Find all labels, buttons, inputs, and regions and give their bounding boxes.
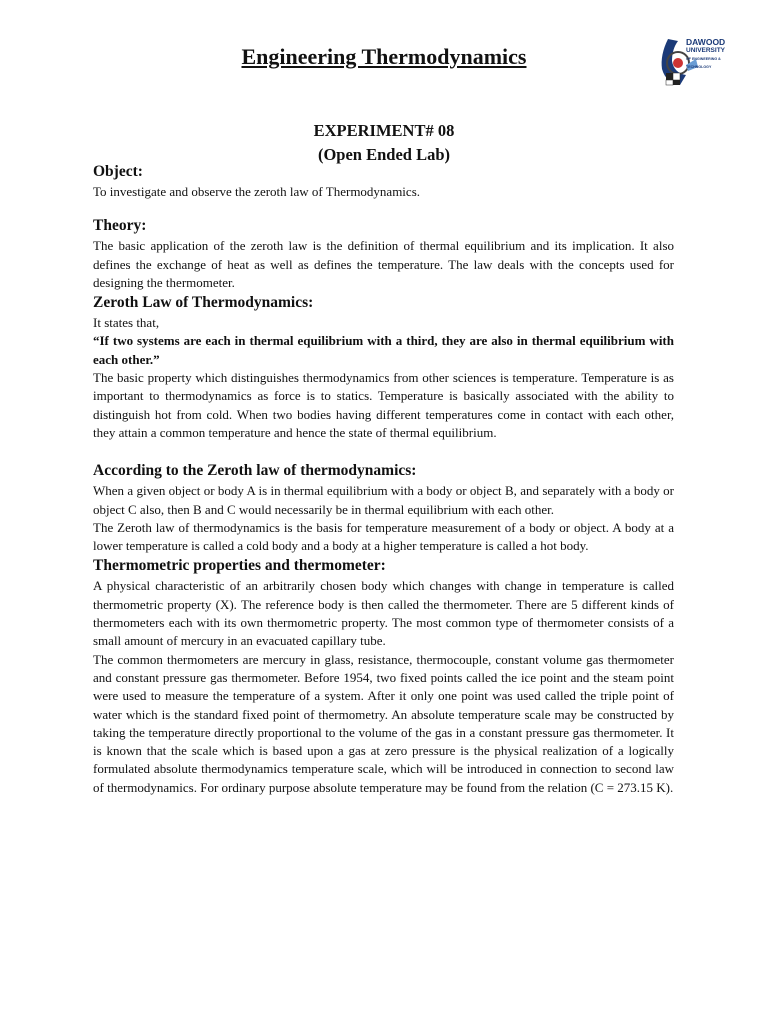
- theory-text: The basic application of the zeroth law is the definition of thermal equilibrium and its implication. It also defines the exchange of heat as well as defines the temperature. The law deals with the concepts used for designing the thermometer.: [93, 238, 674, 290]
- experiment-title: [0, 119, 768, 167]
- logo-wordmark: [686, 38, 732, 71]
- document-body: [93, 161, 674, 797]
- zeroth-law-text: The basic property which distinguishes thermodynamics from other sciences is temperature. Temperature is as important to thermodynamics as force is to statics. Temperature is basically associated with the ability to distinguish hot from cold. When two bodies having different temperatures come in contact with each other, they attain a common temperature and hence the state of thermal equilibrium.: [93, 370, 674, 440]
- experiment-number: EXPERIMENT# 08: [313, 121, 455, 140]
- according-heading: According to the Zeroth law of thermodynamics:: [93, 462, 417, 480]
- thermometric-heading: Thermometric properties and thermometer:: [93, 557, 386, 575]
- logo-line3: OF ENGINEERING & TECHNOLOGY: [686, 57, 721, 69]
- logo-line1: DAWOOD: [686, 37, 726, 47]
- object-heading: Object:: [93, 163, 143, 180]
- experiment-type: (Open Ended Lab): [317, 145, 451, 164]
- according-text-1: When a given object or body A is in thermal equilibrium with a body or object B, and separately with a body or object C also, then B and C would necessarily be in thermal equilibrium with each other.: [93, 483, 674, 517]
- course-title: Engineering Thermodynamics: [241, 44, 527, 69]
- zeroth-law-intro: It states that,: [93, 315, 160, 331]
- zeroth-law-heading: Zeroth Law of Thermodynamics:: [93, 294, 314, 312]
- object-text: To investigate and observe the zeroth law of Thermodynamics.: [93, 184, 420, 199]
- thermometric-text-2: The common thermometers are mercury in glass, resistance, thermocouple, constant volume gas thermometer and constant pressure gas thermometer. Before 1954, two fixed points called the ice point and the steam point were used to measure the temperature of a system. After it only one point was used called the triple point of water which is the standard fixed point of thermometry. An absolute temperature scale may be constructed by taking the temperature directly proportional to the volume of the gas in a constant pressure gas thermometer. It is known that the scale which is based upon a gas at zero pressure is the physical realization of a logically formulated absolute thermodynamics temperature scale, which will be introduced in connection to second law of thermodynamics. For ordinary purpose absolute temperature may be found from the relation (C = 273.15 K).: [93, 651, 674, 795]
- logo-line2: UNIVERSITY: [686, 47, 726, 54]
- according-text-2: The Zeroth law of thermodynamics is the basis for temperature measurement of a body or object. A body at a lower temperature is called a cold body and a body at a higher temperature is called a hot body.: [93, 519, 674, 554]
- zeroth-law-statement: “If two systems are each in thermal equilibrium with a third, they are also in thermal equilibrium with each other.”: [93, 333, 674, 367]
- university-logo: [656, 35, 732, 87]
- thermometric-text-1: A physical characteristic of an arbitrarily chosen body which changes with change in temperature is called thermometric property (X). The reference body is then called the thermometer. There are 5 different kinds of thermometers each with its own thermometric property. The most common type of thermometer consists of a small amount of mercury in an evacuated capillary tube.: [93, 578, 674, 649]
- theory-heading: Theory:: [93, 217, 147, 235]
